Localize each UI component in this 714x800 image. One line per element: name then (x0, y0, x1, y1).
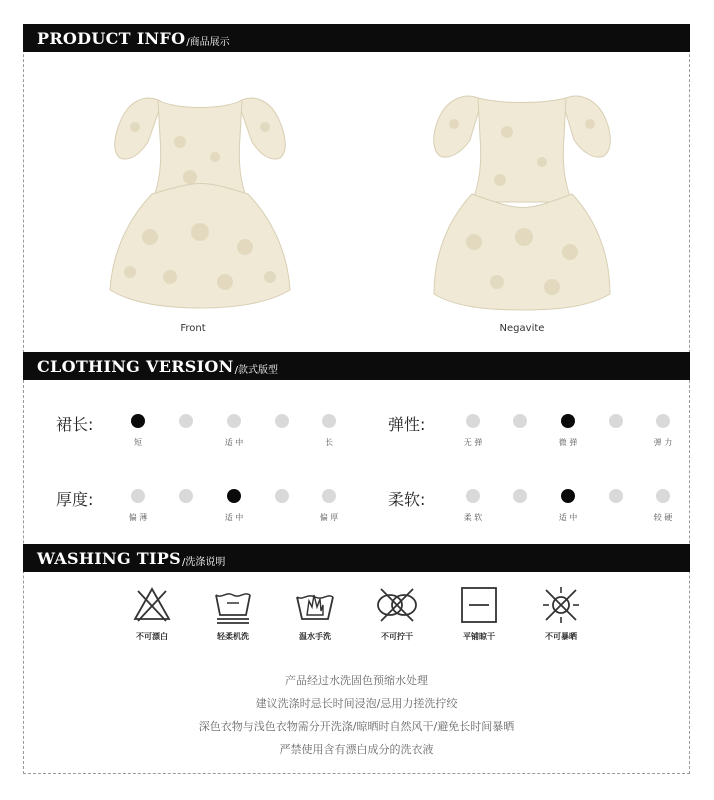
wash-item-no-wring (357, 585, 437, 642)
washing-tip-2: 建议洗涤时忌长时间浸泡/忌用力搓洗拧绞 (255, 697, 458, 710)
section-title: WASHING TIPS (37, 548, 181, 568)
section-header-washing-tips (23, 544, 690, 572)
elasticity-dot-5 (656, 414, 670, 428)
wash-label: 温水手洗 (299, 632, 331, 641)
softness-tick-stiff: 较 硬 (653, 513, 673, 522)
dress-front-photo (90, 62, 310, 318)
thickness-dot-1 (131, 489, 145, 503)
skirt-length-dot-2 (179, 414, 193, 428)
dress-back-photo (412, 62, 632, 318)
wash-item-warm-hand (275, 585, 355, 642)
section-subtitle: /商品展示 (186, 36, 230, 48)
skirt-length-tick-long: 长 (325, 438, 333, 447)
elasticity-tick-slight: 微 弹 (558, 438, 578, 447)
no-wring-icon (375, 585, 419, 625)
elasticity-tick-none: 无 弹 (463, 438, 483, 447)
washing-tip-1: 产品经过水洗固色预缩水处理 (285, 674, 428, 687)
elasticity-dot-2 (513, 414, 527, 428)
back-caption: Negavite (499, 323, 545, 334)
wash-item-gentle-machine (193, 585, 273, 642)
thickness-tick-thin: 偏 薄 (128, 513, 148, 522)
section-title: CLOTHING VERSION (37, 356, 234, 376)
skirt-length-dot-4 (275, 414, 289, 428)
section-subtitle: /洗涤说明 (181, 556, 226, 568)
skirt-length-tick-short: 短 (134, 438, 142, 447)
elasticity-tick-stretch: 弹 力 (653, 438, 673, 447)
thickness-dot-3 (227, 489, 241, 503)
section-header-clothing-version (23, 352, 690, 380)
thickness-tick-thick: 偏 厚 (319, 513, 339, 522)
thickness-tick-medium: 适 中 (224, 513, 244, 522)
softness-dot-3 (561, 489, 575, 503)
wash-item-dry-flat (439, 585, 519, 642)
softness-dot-1 (466, 489, 480, 503)
wash-label: 轻柔机洗 (217, 632, 249, 641)
elasticity-dot-1 (466, 414, 480, 428)
washing-tip-3: 深色衣物与浅色衣物需分开洗涤/晾晒时自然风干/避免长时间暴晒 (198, 720, 515, 733)
wash-item-no-bleach (112, 585, 192, 642)
wash-item-no-sun-dry (521, 585, 601, 642)
thickness-dot-4 (275, 489, 289, 503)
wash-label: 平铺晾干 (463, 632, 495, 641)
wash-label: 不可暴晒 (545, 632, 577, 641)
softness-dot-5 (656, 489, 670, 503)
washing-tip-4: 严禁使用含有漂白成分的洗衣液 (279, 743, 434, 756)
skirt-length-tick-medium: 适 中 (224, 438, 244, 447)
elasticity-dot-3 (561, 414, 575, 428)
front-caption: Front (180, 323, 206, 334)
warm-hand-wash-icon (293, 585, 337, 625)
no-sun-dry-icon (541, 585, 581, 625)
wash-label: 不可拧干 (381, 632, 413, 641)
section-subtitle: /款式版型 (234, 364, 278, 376)
softness-label: 柔软: (388, 490, 426, 509)
softness-tick-soft: 柔 软 (463, 513, 483, 522)
skirt-length-dot-5 (322, 414, 336, 428)
thickness-dot-5 (322, 489, 336, 503)
elasticity-label: 弹性: (388, 415, 426, 434)
dry-flat-icon (459, 585, 499, 625)
gentle-machine-wash-icon (213, 585, 253, 625)
section-header-product-info (23, 24, 690, 52)
thickness-dot-2 (179, 489, 193, 503)
softness-dot-4 (609, 489, 623, 503)
elasticity-dot-4 (609, 414, 623, 428)
skirt-length-label: 裙长: (56, 415, 94, 434)
softness-tick-medium: 适 中 (558, 513, 578, 522)
skirt-length-dot-1 (131, 414, 145, 428)
wash-label: 不可漂白 (136, 632, 168, 641)
no-bleach-icon (132, 585, 172, 625)
section-title: PRODUCT INFO (37, 28, 186, 48)
thickness-label: 厚度: (56, 490, 94, 509)
skirt-length-dot-3 (227, 414, 241, 428)
softness-dot-2 (513, 489, 527, 503)
